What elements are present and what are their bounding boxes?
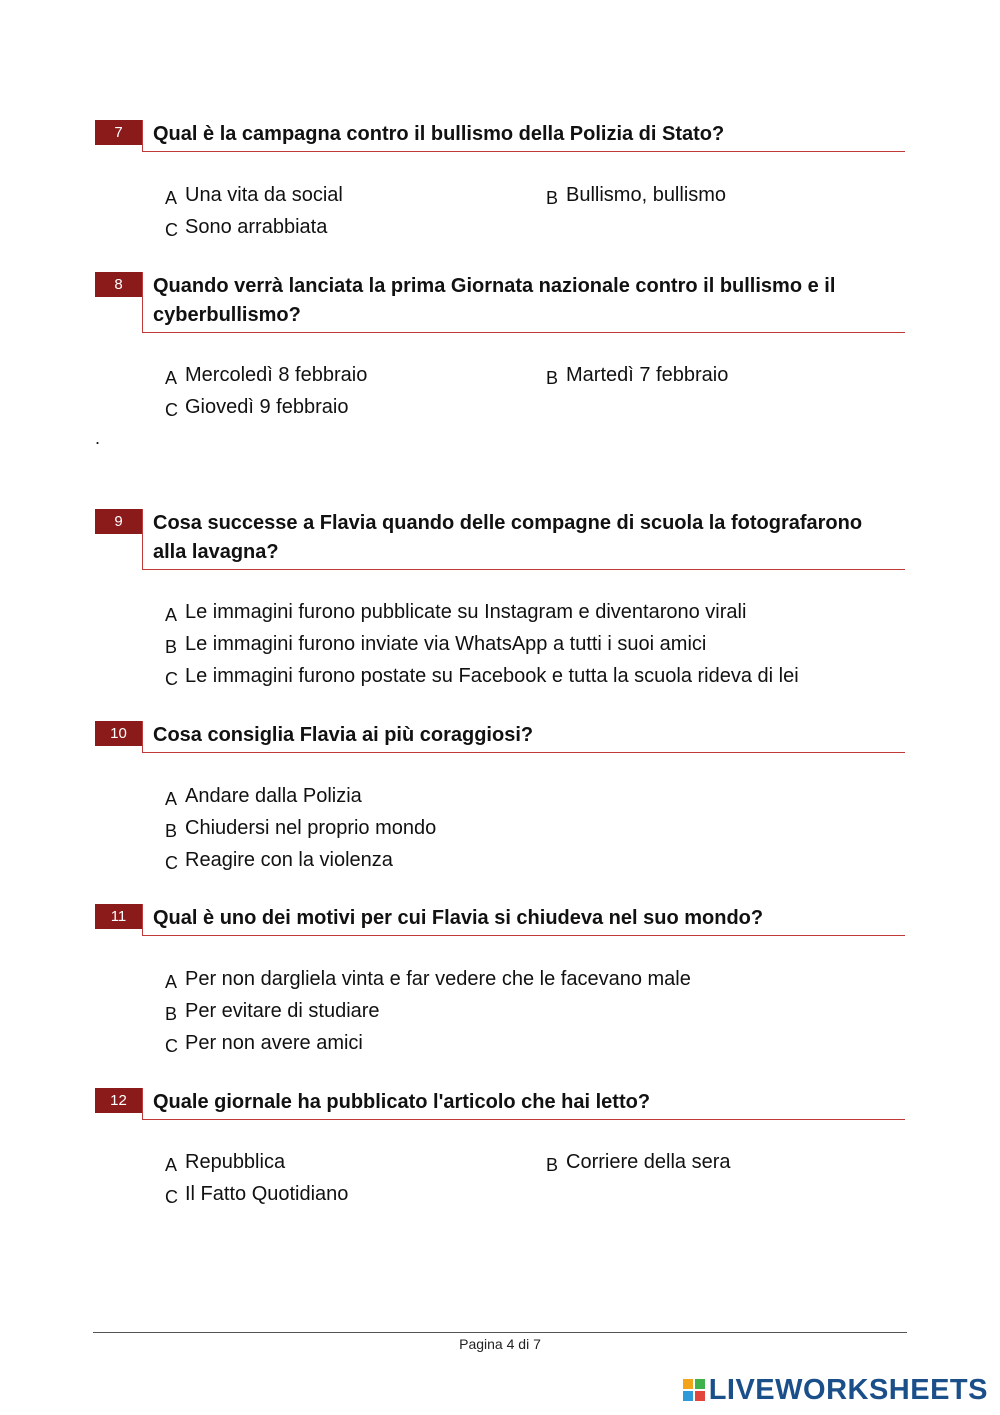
option-11-b[interactable] [165,995,380,1030]
question-7 [95,120,905,152]
option-letter: C [165,220,178,240]
option-text: Bullismo, bullismo [566,184,727,206]
option-11-c[interactable] [165,1027,363,1062]
question-text: Quando verrà lanciata la prima Giornata nazionale contro il bullismo e il cyberbullismo? [142,272,905,333]
option-letter: A [165,368,178,388]
option-text: Andare dalla Polizia [185,785,362,807]
option-7-a[interactable] [165,179,343,214]
question-number-badge: 7 [95,120,142,145]
option-letter: C [165,669,178,689]
option-8-c[interactable] [165,391,348,426]
option-letter: B [165,1004,178,1024]
question-12 [95,1088,905,1120]
question-11 [95,904,905,936]
stray-mark: . [95,428,101,448]
option-10-c[interactable] [165,844,393,879]
option-text: Corriere della sera [566,1151,731,1173]
option-text: Le immagini furono pubblicate su Instagram e diventarono virali [185,601,747,623]
option-text: Repubblica [185,1151,286,1173]
option-11-a[interactable] [165,963,691,998]
option-7-c[interactable] [165,211,327,246]
option-text: Per non avere amici [185,1032,363,1054]
option-text: Chiudersi nel proprio mondo [185,817,437,839]
question-text: Quale giornale ha pubblicato l'articolo che hai letto? [142,1088,905,1120]
question-number-badge: 10 [95,721,142,746]
question-text: Qual è uno dei motivi per cui Flavia si chiudeva nel suo mondo? [142,904,905,936]
option-12-c[interactable] [165,1178,348,1213]
page-number: Pagina 4 di 7 [459,1336,541,1352]
option-text: Sono arrabbiata [185,216,328,238]
liveworksheets-logo [683,1374,988,1406]
option-letter: B [165,821,178,841]
option-9-c[interactable] [165,660,799,695]
option-letter: B [546,1155,559,1175]
option-text: Il Fatto Quotidiano [185,1183,349,1205]
option-text: Per non dargliela vinta e far vedere che le facevano male [185,968,691,990]
option-letter: A [165,972,178,992]
option-7-b[interactable] [546,179,726,214]
option-8-b[interactable] [546,359,728,394]
option-9-a[interactable] [165,596,746,631]
question-8 [95,272,905,333]
option-12-b[interactable] [546,1146,731,1181]
option-text: Le immagini furono inviate via WhatsApp a tutti i suoi amici [185,633,707,655]
option-text: Martedì 7 febbraio [566,364,729,386]
question-number-badge: 11 [95,904,142,929]
question-text: Cosa consiglia Flavia ai più coraggiosi? [142,721,905,753]
option-12-a[interactable] [165,1146,285,1181]
option-text: Giovedì 9 febbraio [185,396,349,418]
option-letter: C [165,400,178,420]
option-letter: B [546,188,559,208]
option-letter: C [165,853,178,873]
footer-divider [93,1332,907,1333]
question-number-badge: 12 [95,1088,142,1113]
option-letter: A [165,789,178,809]
option-letter: A [165,188,178,208]
option-10-a[interactable] [165,780,362,815]
option-letter: A [165,605,178,625]
option-letter: C [165,1187,178,1207]
option-letter: B [546,368,559,388]
option-letter: B [165,637,178,657]
option-text: Le immagini furono postate su Facebook e tutta la scuola rideva di lei [185,665,799,687]
question-number-badge: 8 [95,272,142,297]
liveworksheets-blocks-icon [683,1379,705,1401]
question-10 [95,721,905,753]
option-text: Per evitare di studiare [185,1000,380,1022]
brand-name: LIVEWORKSHEETS [708,1373,988,1406]
option-10-b[interactable] [165,812,436,847]
option-8-a[interactable] [165,359,367,394]
question-text: Cosa successe a Flavia quando delle compagne di scuola la fotografarono alla lavagna? [142,509,905,570]
option-9-b[interactable] [165,628,706,663]
option-text: Una vita da social [185,184,343,206]
option-letter: C [165,1036,178,1056]
option-text: Mercoledì 8 febbraio [185,364,368,386]
question-text: Qual è la campagna contro il bullismo della Polizia di Stato? [142,120,905,152]
question-number-badge: 9 [95,509,142,534]
question-9 [95,509,905,570]
option-letter: A [165,1155,178,1175]
option-text: Reagire con la violenza [185,849,393,871]
